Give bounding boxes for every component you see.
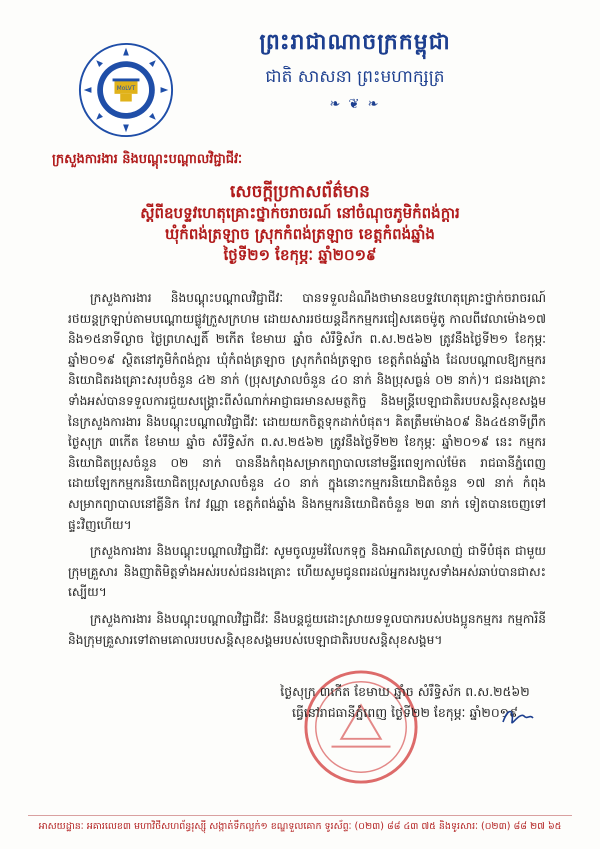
signature <box>500 706 536 728</box>
ministry-logo <box>78 42 174 138</box>
solar-date: ធ្វើនៅរាជធានីភ្នំពេញ ថ្ងៃទី២២ ខែកុម្ភៈ ឆ្នាំ២០១៩ <box>291 705 518 720</box>
body-text <box>68 288 546 656</box>
footer-divider <box>28 815 572 816</box>
title-line-4: ថ្ងៃទី២១ ខែកុម្ភៈ ឆ្នាំ២០១៩ <box>223 246 377 264</box>
title-line-2: ស្តីពីឧបទ្ទវហេតុគ្រោះថ្នាក់ចរាចរណ៍ នៅចំណុចភូមិកំពង់ក្តារ <box>140 204 460 222</box>
title-line-1: សេចក្តីប្រកាសព័ត៌មាន <box>230 182 370 202</box>
kingdom-title: ព្រះរាជាណាចក្រកម្ពុជា <box>259 30 451 55</box>
paragraph-3: ក្រសួងការងារ និងបណ្តុះបណ្តាលវិជ្ជាជីវៈ នឹងបន្តជួយដោះស្រាយទទួលបាករបស់បងប្អូនកម្មករ កម្មការិនី និងក្រុមគ្រួសារទៅតាមគោលរបបសន្តិសុខសង្គមរបស់បេឡាជាតិរបបសន្តិសុខសង្គម។ <box>68 611 546 647</box>
ornament: ❧ ❦ ❧ <box>329 97 381 112</box>
kingdom-header <box>205 28 505 112</box>
paragraph-2: ក្រសួងការងារ និងបណ្តុះបណ្តាលវិជ្ជាជីវៈ សូមចូលរួមរំលែកទុក្ខ និងអាណិតស្រលាញ់ ជាទីបំផុត ជាមួយក្រុមគ្រួសារ និងញាតិមិត្តទាំងអស់របស់ជនរងគ្រោះ ហើយសូមជូនពរដល់អ្នករងរបួសទាំងអស់ឆាប់បានជាសះស្បើយ។ <box>68 544 546 600</box>
ministry-name: ក្រសួងការងារ និងបណ្តុះបណ្តាលវិជ្ជាជីវៈ <box>52 152 243 167</box>
footer-address: អាសយដ្ឋានៈ អគារលេខ៣ មហាវិថីសហព័ន្ធរុស្ស៊ី សង្កាត់ទឹកល្អក់១ ខណ្ឌទួលគោក ទូរស័ព្ទៈ (០២៣) ៨៨ ៤៣ ៧៥ និងទូរសារៈ (០២៣) ៨៨ ២៧ ៦៥ <box>38 821 562 832</box>
press-release-title <box>40 182 560 266</box>
svg-text:MoLVT: MoLVT <box>116 86 136 92</box>
motto: ជាតិ សាសនា ព្រះមហាក្សត្រ <box>265 67 445 87</box>
paragraph-1: ក្រសួងការងារ និងបណ្តុះបណ្តាលវិជ្ជាជីវៈ បានទទួលដំណឹងថាមានឧបទ្ទវហេតុគ្រោះថ្នាក់ចរាចរណ៍ រថយន្តក្រឡាប់តាមបណ្តោយផ្លូវក្រួសក្រហម ដោយសាររថយន្តដឹកកម្មករជៀសគេចម៉ូតូ កាលពីវេលាម៉ោង១៧ និង១៥នាទីល្ងាច ថ្ងៃព្រហស្បតិ៍ ២កើត ខែមាឃ ឆ្នាំច សំរឹទ្ធិស័ក ព.ស.២៥៦២ ត្រូវនឹងថ្ងៃទី២១ ខែកុម្ភៈ ឆ្នាំ២០១៩ ស្ថិតនៅភូមិកំពង់ក្តារ ឃុំកំពង់ត្រឡាច ស្រុកកំពង់ត្រឡាច ខេត្តកំពង់ឆ្នាំង ដែលបណ្តាលឱ្យកម្មករនិយោជិតរងគ្រោះសរុបចំនួន ៤២ នាក់ (ប្រុសស្រាលចំនួន ៤០ នាក់ និងប្រុសធ្ងន់ ០២ នាក់)។ ជនរងគ្រោះទាំងអស់បានទទួលការជួយសង្គ្រោះពីសំណាក់អាជ្ញាធរមានសមត្ថកិច្ច និងមន្ត្រីបេឡាជាតិរបបសន្តិសុខសង្គម នៃក្រសួងការងារ និងបណ្តុះបណ្តាលវិជ្ជាជីវៈ ដោយយកចិត្តទុកដាក់បំផុត។ គិតត្រឹមម៉ោង០៩ និង៤៥នាទីព្រឹក ថ្ងៃសុក្រ ៣កើត ខែមាឃ ឆ្នាំច សំរឹទ្ធិស័ក ព.ស.២៥៦២ ត្រូវនឹងថ្ងៃទី២២ ខែកុម្ភៈ ឆ្នាំ២០១៩ នេះ កម្មករនិយោជិតប្រុសចំនួន ០២ នាក់ បាននឹងកំពុងសម្រាកព្យាបាលនៅមន្ទីរពេទ្យកាល់ម៉ែត រាជធានីភ្នំពេញ ដោយឡែកកម្មករនិយោជិតប្រុសស្រាលចំនួន ៤០ នាក់ ក្នុងនោះកម្មករនិយោជិតចំនួន ១៧ នាក់ កំពុងសម្រាកព្យាបាលនៅគ្លីនិក កែវ វណ្ណា ខេត្តកំពង់ឆ្នាំង និងកម្មករនិយោជិតចំនួន ២៣ នាក់ ទៀតបានចេញទៅផ្ទះវិញហើយ។ <box>68 291 546 532</box>
title-line-3: ឃុំកំពង់ត្រឡាច ស្រុកកំពង់ត្រឡាច ខេត្តកំពង់ឆ្នាំង <box>165 225 435 243</box>
lunar-date: ថ្ងៃសុក្រ ៣កើត ខែមាឃ ឆ្នាំច សំរឹទ្ធិស័ក ព.ស.២៥៦២ <box>280 684 530 699</box>
